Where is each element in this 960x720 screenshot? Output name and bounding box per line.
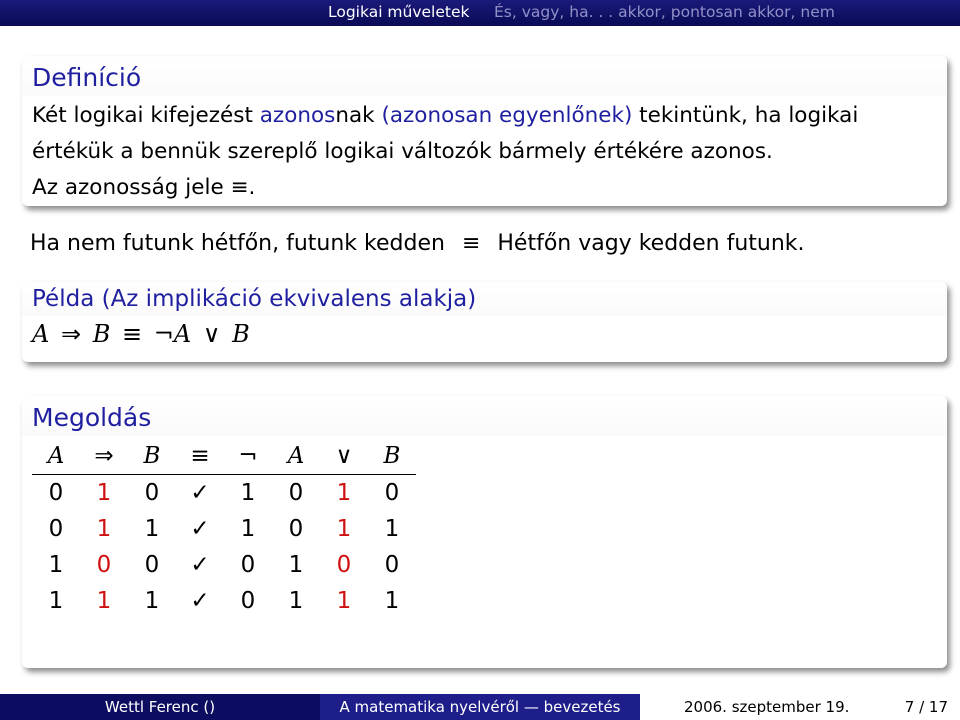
- truth-table: [32, 438, 416, 619]
- footer-author: Wettl Ferenc (): [0, 694, 320, 720]
- example-block: [22, 282, 947, 362]
- solution-title: Megoldás: [22, 396, 947, 436]
- header-cell: ¬: [224, 438, 272, 475]
- check-icon: ✓: [190, 588, 210, 614]
- example-formula: [22, 316, 947, 362]
- header-cell: A: [32, 438, 80, 475]
- footer-page-number: 7 / 17: [904, 698, 948, 716]
- result-cell: 1: [96, 588, 112, 614]
- cell: 1: [48, 588, 64, 614]
- term-azonosan-egyenlo: (azonosan egyenlőnek): [381, 103, 633, 128]
- definition-text-3: tekintünk, ha logikai értékük a bennük szereplő logikai változók bármely értékére azonos.: [32, 103, 859, 164]
- cell: 1: [240, 516, 256, 542]
- example-right: Hétfőn vagy kedden futunk.: [497, 231, 805, 256]
- header-cell: B: [128, 438, 176, 475]
- nav-section-current[interactable]: Logikai műveletek: [328, 3, 470, 21]
- example-left: Ha nem futunk hétfőn, futunk kedden: [30, 231, 445, 256]
- footline: [0, 694, 960, 720]
- cell: 0: [144, 480, 160, 506]
- cell: 0: [384, 480, 400, 506]
- table-row: [32, 547, 416, 583]
- equiv-operator: ≡: [461, 231, 481, 256]
- check-icon: ✓: [190, 552, 210, 578]
- cell: 0: [144, 552, 160, 578]
- definition-equiv-symbol-line: Az azonosság jele ≡.: [32, 175, 256, 200]
- cell: 0: [240, 588, 256, 614]
- footer-right: [640, 694, 960, 720]
- check-icon: ✓: [190, 480, 210, 506]
- term-azonos: azonos: [259, 103, 336, 128]
- result-cell: 1: [96, 480, 112, 506]
- header-cell: ⇒: [80, 438, 128, 475]
- nav-subsection[interactable]: És, vagy, ha. . . akkor, pontosan akkor, nem: [494, 3, 835, 21]
- cell: 1: [48, 552, 64, 578]
- formula-implies: ⇒: [60, 320, 82, 348]
- example-sentence: [30, 226, 805, 262]
- footer-date: 2006. szeptember 19.: [684, 698, 850, 716]
- result-cell: 0: [336, 552, 352, 578]
- formula-or: ∨: [202, 320, 221, 348]
- cell: 1: [144, 516, 160, 542]
- table-row: [32, 583, 416, 619]
- cell: 0: [48, 480, 64, 506]
- result-cell: 0: [96, 552, 112, 578]
- formula-equiv: ≡: [122, 320, 143, 348]
- result-cell: 1: [336, 516, 352, 542]
- solution-block: [22, 396, 947, 668]
- header-cell: ≡: [176, 438, 224, 475]
- definition-text: Két logikai kifejezést: [32, 103, 260, 128]
- cell: 0: [48, 516, 64, 542]
- formula-A: A: [32, 320, 50, 348]
- cell: 0: [288, 516, 304, 542]
- truth-table-header: [32, 438, 416, 475]
- cell: 1: [384, 516, 400, 542]
- definition-body: [22, 96, 947, 216]
- table-row: [32, 511, 416, 547]
- definition-block: [22, 56, 947, 206]
- table-row: [32, 475, 416, 512]
- formula-B-2: B: [232, 320, 250, 348]
- cell: 0: [288, 480, 304, 506]
- footer-title: A matematika nyelvéről — bevezetés: [320, 694, 640, 720]
- header-cell: A: [272, 438, 320, 475]
- definition-title: Definíció: [22, 56, 947, 96]
- cell: 0: [240, 552, 256, 578]
- example-title: Példa (Az implikáció ekvivalens alakja): [22, 282, 947, 316]
- cell: 0: [384, 552, 400, 578]
- formula-not-A: ¬A: [153, 320, 192, 348]
- formula-B: B: [92, 320, 111, 348]
- cell: 1: [384, 588, 400, 614]
- headline-bar: [0, 0, 960, 26]
- definition-text-2: nak: [335, 103, 382, 128]
- result-cell: 1: [336, 588, 352, 614]
- header-cell: B: [368, 438, 416, 475]
- cell: 1: [288, 552, 304, 578]
- result-cell: 1: [336, 480, 352, 506]
- header-cell: ∨: [320, 438, 368, 475]
- cell: 1: [144, 588, 160, 614]
- truth-table-container: [22, 438, 947, 629]
- result-cell: 1: [96, 516, 112, 542]
- check-icon: ✓: [190, 516, 210, 542]
- cell: 1: [288, 588, 304, 614]
- cell: 1: [240, 480, 256, 506]
